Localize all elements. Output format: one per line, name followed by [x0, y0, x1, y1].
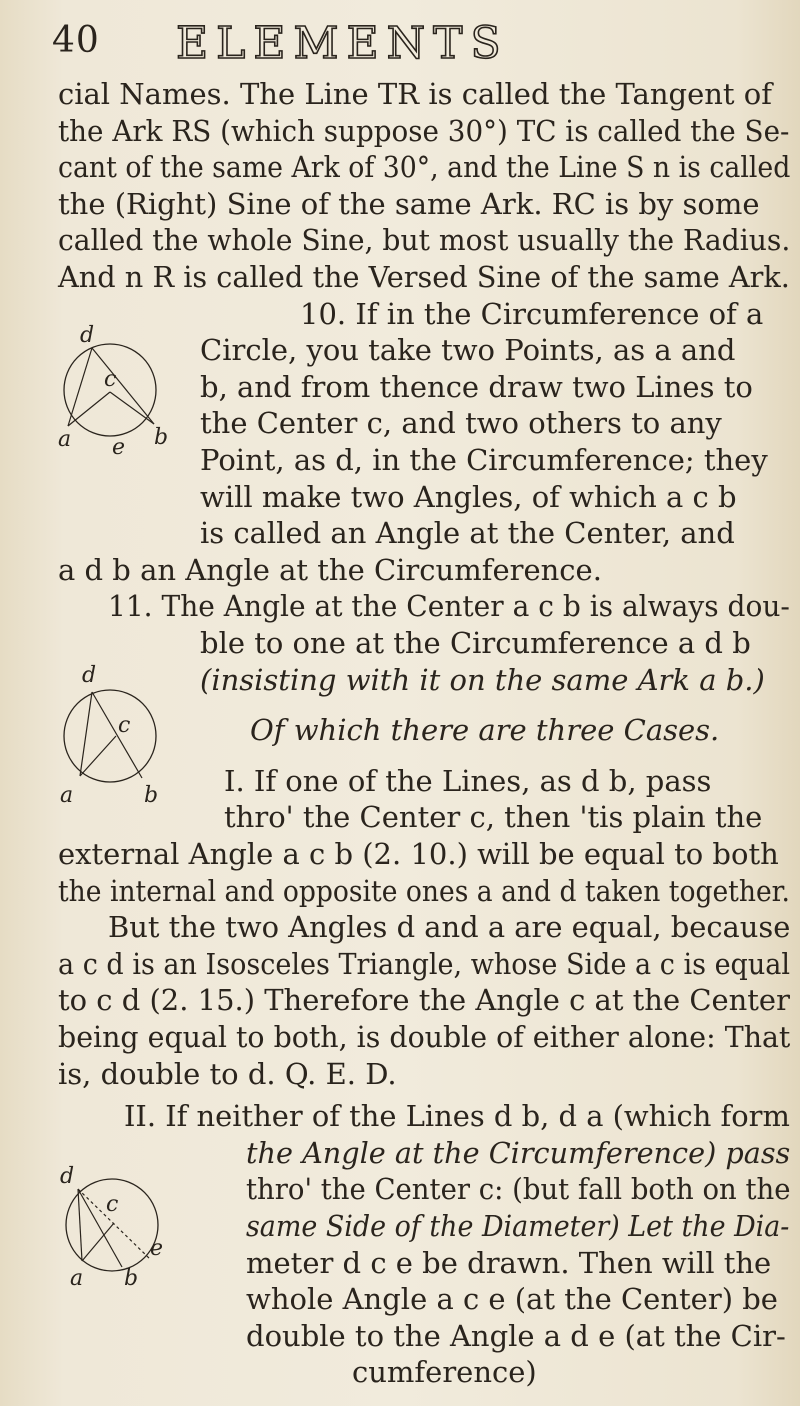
text-line: Point, as d, in the Circumference; they	[200, 443, 768, 477]
text-line: double to the Angle a d e (at the Cir-	[246, 1318, 786, 1353]
text-line: 11. The Angle at the Center a c b is always dou-	[108, 589, 790, 624]
figure-case-two	[58, 1163, 170, 1293]
figure-label: a	[70, 1266, 84, 1292]
circle-outline	[64, 690, 156, 782]
text-line: being equal to both, is double of either alone: That	[58, 1020, 791, 1054]
figure-label: e	[112, 435, 126, 461]
text-line: the (Right) Sine of the same Ark. RC is by some	[58, 186, 760, 221]
text-line: a d b an Angle at the Circumference.	[58, 552, 602, 587]
page-number: 40	[52, 20, 100, 61]
text-line: I. If one of the Lines, as d b, pass	[224, 763, 712, 798]
figure-label: d	[82, 662, 97, 688]
text-line: Circle, you take two Points, as a and	[200, 333, 736, 368]
text-line: thro' the Center c: (but fall both on the	[246, 1172, 791, 1207]
text-line: (insisting with it on the same Ark a b.)	[200, 662, 765, 697]
text-line: is, double to d. Q. E. D.	[58, 1056, 397, 1091]
figure-label: e	[150, 1236, 164, 1262]
text-line: the Center c, and two others to any	[200, 406, 722, 441]
text-line: 10. If in the Circumference of a	[300, 296, 764, 331]
text-line: And n R is called the Versed Sine of the same Ark.	[58, 260, 790, 294]
text-line: external Angle a c b (2. 10.) will be equal to both	[58, 837, 779, 871]
figure-label: d	[80, 323, 95, 349]
text-line: But the two Angles d and a are equal, because	[108, 910, 791, 945]
running-title: ELEMENTS	[176, 18, 509, 69]
figure-label: b	[144, 782, 159, 808]
figure-case-one	[58, 652, 168, 812]
figure-label: c	[104, 367, 117, 393]
figure-label: c	[118, 712, 131, 738]
figure-label: b	[154, 425, 169, 451]
text-line: cant of the same Ark of 30°, and the Line S n is called	[58, 150, 791, 185]
figure-angle-center-circumference	[58, 323, 169, 461]
text-line: cial Names. The Line TR is called the Tangent of	[58, 77, 772, 111]
text-line: the internal and opposite ones a and d taken together.	[58, 873, 790, 908]
text-line: cumference)	[352, 1355, 537, 1390]
text-line: meter d c e be drawn. Then will the	[246, 1245, 772, 1280]
text-line: will make two Angles, of which a c b	[200, 479, 737, 514]
figure-label: a	[58, 427, 72, 453]
text-line: Of which there are three Cases.	[250, 713, 720, 748]
page-header	[52, 14, 752, 74]
text-line: called the whole Sine, but most usually the Radius.	[58, 223, 791, 258]
text-line: to c d (2. 15.) Therefore the Angle c at the Center	[58, 983, 790, 1018]
text-line: whole Angle a c e (at the Center) be	[246, 1282, 778, 1317]
text-line: a c d is an Isosceles Triangle, whose Side a c is equal	[58, 946, 791, 981]
figure-label: a	[60, 782, 74, 808]
text-line: thro' the Center c, then 'tis plain the	[224, 800, 763, 835]
figure-label: d	[60, 1164, 75, 1190]
figure-label: c	[106, 1192, 119, 1218]
text-line: is called an Angle at the Center, and	[200, 516, 735, 551]
text-line: the Ark RS (which suppose 30°) TC is called the Se-	[58, 113, 790, 148]
text-line: II. If neither of the Lines d b, d a (which form	[124, 1099, 790, 1134]
text-line: b, and from thence draw two Lines to	[200, 369, 753, 404]
text-line: the Angle at the Circumference) pass	[246, 1135, 791, 1170]
text-line: same Side of the Diameter) Let the Dia-	[246, 1209, 790, 1243]
text-line: ble to one at the Circumference a d b	[200, 626, 751, 660]
figure-label: b	[124, 1266, 139, 1292]
